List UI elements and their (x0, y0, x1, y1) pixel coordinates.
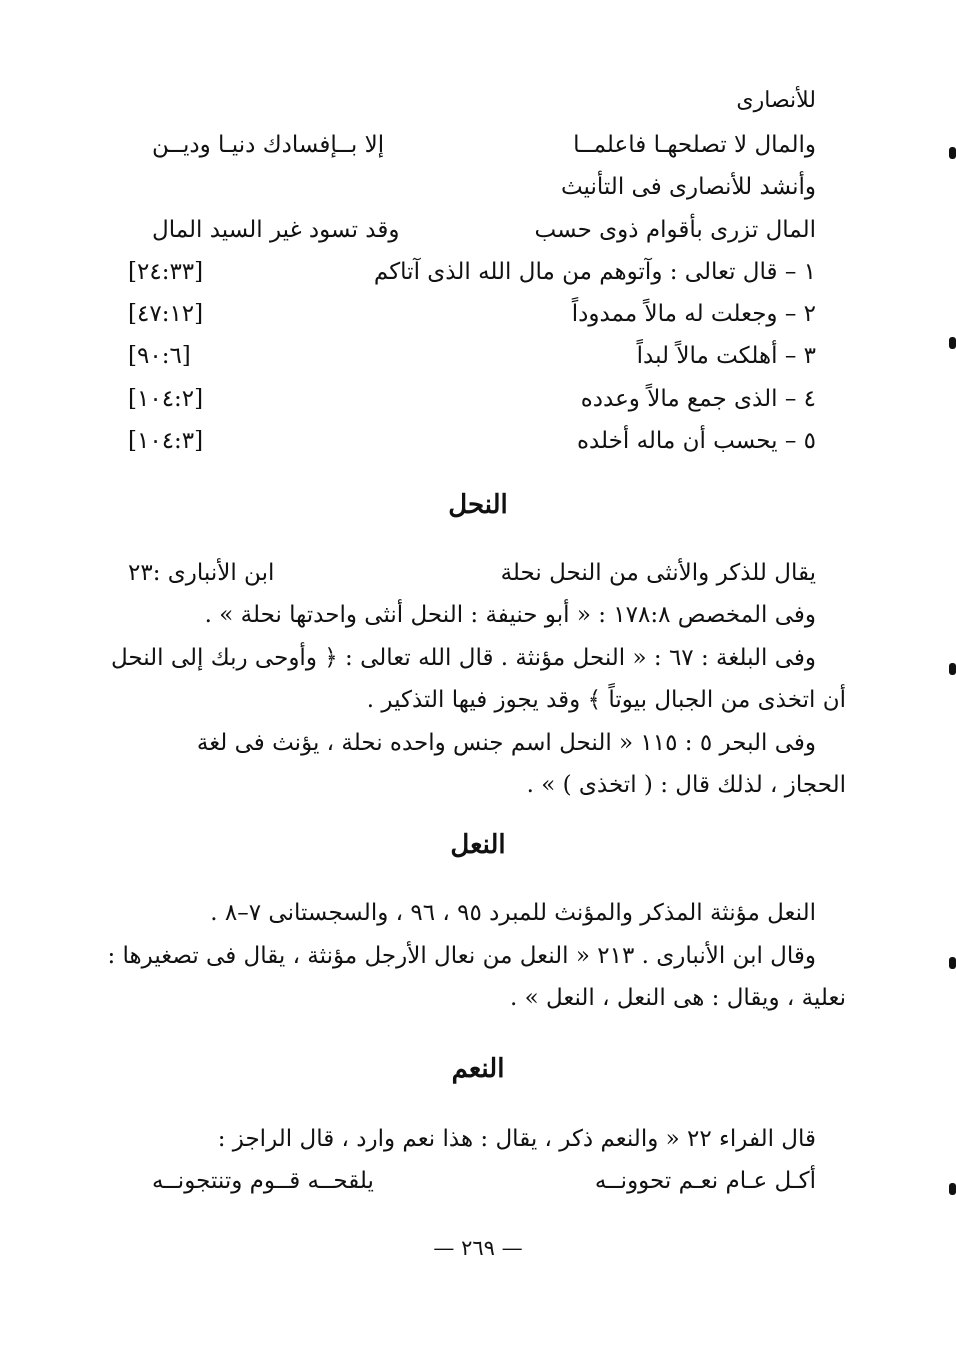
nahl-line-1-left: ابن الأنبارى :٢٣ (128, 560, 275, 586)
intro-line: وأنشد للأنصارى فى التأنيث (560, 174, 816, 200)
naam-line-1: قال الفراء ٢٢ « والنعم ذكر ، يقال : هذا نعم وارد ، قال الراجز : (217, 1126, 816, 1152)
quran-ref-text: ٣ – أهلكت مالاً لبداً (636, 343, 816, 369)
quran-ref-text: ٥ – يحسب أن ماله أخلده (576, 428, 816, 454)
section-title-naam: النعم (451, 1054, 505, 1084)
naal-line: النعل مؤنثة المذكر والمؤنث للمبرد ٩٥ ، ٩٦ ، والسجستانى ٧–٨ . (210, 900, 816, 926)
quran-ref-text: ٤ – الذى جمع مالاً وعدده (580, 386, 816, 412)
margin-mark (949, 337, 956, 349)
nahl-line: الحجاز ، لذلك قال : ( اتخذى ) » . (526, 772, 846, 798)
naam-verse-left: يلقحــه قــوم وتنتجونــه (152, 1168, 374, 1194)
running-head: للأنصارى (736, 88, 816, 113)
quran-ref-citation: [٩٠:٦] (128, 343, 191, 369)
verse-2-left: وقد تسود غير السيد المال (152, 217, 400, 243)
quran-ref-citation: [٢٤:٣٣] (128, 259, 204, 285)
naal-line: نعلية ، ويقال : هى النعل ، النعل » . (509, 985, 846, 1011)
naal-line: وقال ابن الأنبارى . ٢١٣ « النعل من نعال الأرجل مؤنثة ، يقال فى تصغيرها : (107, 943, 816, 969)
quran-ref-text: ١ – قال تعالى : وآتوهم من مال الله الذى آتاكم (373, 259, 816, 285)
section-title-nahl: النحل (448, 490, 508, 520)
nahl-line: وفى البحر ٥ : ١١٥ « النحل اسم جنس واحده نحلة ، يؤنث فى لغة (196, 730, 816, 756)
nahl-line: وفى المخصص ١٧٨:٨ : « أبو حنيفة : النحل أنثى واحدتها نحلة » . (204, 602, 816, 628)
nahl-line: أن اتخذى من الجبال بيوتاً ﴾ وقد يجوز فيها التذكير . (366, 687, 846, 713)
verse-1-left: إلا بــإفسادك دنيـا وديــن (152, 132, 385, 158)
quran-ref-text: ٢ – وجعلت له مالاً ممدوداً (571, 301, 816, 327)
margin-mark (949, 663, 956, 675)
margin-mark (949, 957, 956, 969)
verse-2-right: المال تزرى بأقوام ذوى حسب (534, 217, 816, 243)
section-title-naal: النعل (450, 830, 506, 860)
verse-1-right: والمال لا تصلحهـا فاعلمــا (573, 132, 816, 158)
quran-ref-citation: [١٠٤:٣] (128, 428, 204, 454)
quran-ref-citation: [٤٧:١٢] (128, 301, 204, 327)
nahl-line-1-right: يقال للذكر والأنثى من النحل نحلة (500, 560, 816, 586)
naam-verse-right: أكـل عـام نعـم تحوونــه (594, 1168, 816, 1194)
margin-mark (949, 147, 956, 159)
page-number: — ٢٦٩ — (433, 1236, 523, 1260)
nahl-line: وفى البلغة : ٦٧ : « النحل مؤنثة . قال الله تعالى : ﴿ وأوحى ربك إلى النحل (110, 645, 816, 671)
quran-ref-citation: [١٠٤:٢] (128, 386, 204, 412)
margin-mark (949, 1183, 956, 1195)
